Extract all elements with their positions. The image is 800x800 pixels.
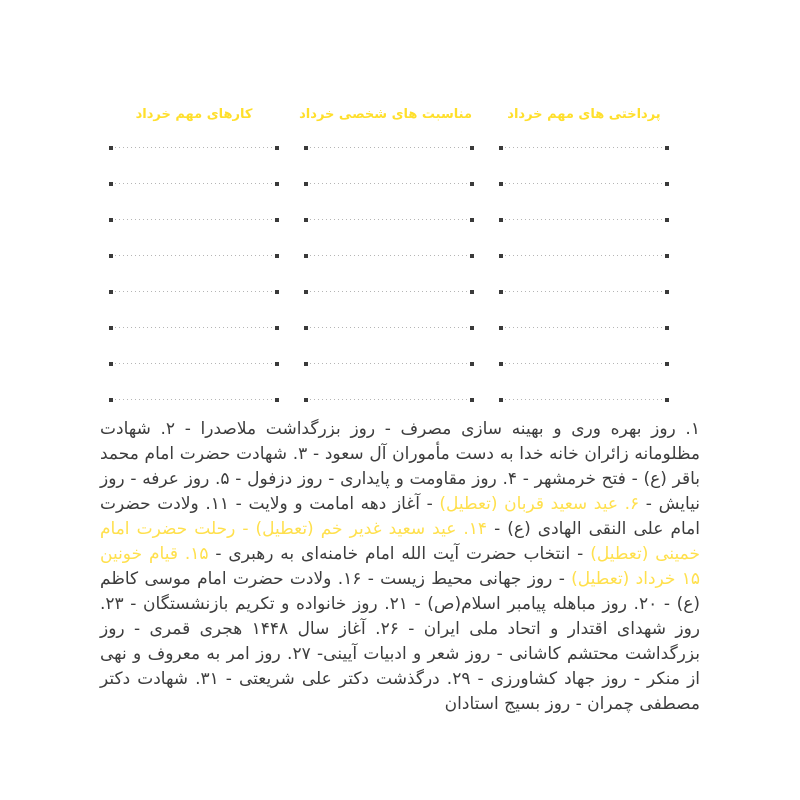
events-text-segment: - انتخاب حضرت آیت الله امام خامنه‌ای به رهبری -	[208, 544, 591, 564]
dotted-writing-line	[306, 363, 472, 364]
column-important-payments	[501, 105, 667, 400]
ruled-lines-important-tasks	[111, 147, 277, 400]
column-header-personal-occasions: مناسبت های شخصی خرداد	[299, 107, 472, 122]
dotted-writing-line	[501, 219, 667, 220]
dotted-writing-line	[501, 255, 667, 256]
dotted-writing-line	[501, 363, 667, 364]
dotted-writing-line	[111, 363, 277, 364]
dotted-writing-line	[501, 291, 667, 292]
ruled-lines-important-payments	[501, 147, 667, 400]
dotted-writing-line	[501, 147, 667, 148]
events-text-segment: - آغاز دهه امامت و ولایت - ۱۱. ولادت حضرت امام علی النقی الهادی (ع) -	[100, 494, 700, 539]
dotted-writing-line	[306, 147, 472, 148]
dotted-writing-line	[111, 219, 277, 220]
dotted-writing-line	[501, 327, 667, 328]
column-header-important-payments: پرداختی های مهم خرداد	[507, 107, 661, 122]
holiday-highlight-segment: ۱۵. قیام خونین ۱۵ خرداد (تعطیل)	[100, 544, 700, 589]
holiday-highlight-segment: ۱۴. عید سعید غدیر خم (تعطیل) - رحلت حضرت امام خمینی (تعطیل)	[100, 519, 700, 564]
dotted-writing-line	[306, 399, 472, 400]
dotted-writing-line	[111, 147, 277, 148]
ruled-lines-personal-occasions	[306, 147, 472, 400]
events-text-segment: ۱. روز بهره وری و بهینه سازی مصرف - روز بزرگداشت ملاصدرا - ۲. شهادت مظلومانه زائران خانه خدا به دست مأموران آل سعود - ۳. شهادت حضرت امام محمد باقر (ع) - فتح خرمشهر - ۴. روز مقاومت و پایداری - روز دزفول - ۵. روز عرفه - روز نیایش -	[100, 419, 701, 514]
ruled-columns-section	[111, 105, 667, 400]
dotted-writing-line	[111, 255, 277, 256]
dotted-writing-line	[306, 255, 472, 256]
dotted-writing-line	[501, 399, 667, 400]
holiday-highlight-segment: ۶. عید سعید قربان (تعطیل)	[439, 494, 640, 514]
khordad-events-paragraph	[100, 417, 700, 717]
dotted-writing-line	[306, 219, 472, 220]
dotted-writing-line	[306, 183, 472, 184]
dotted-writing-line	[306, 291, 472, 292]
dotted-writing-line	[111, 327, 277, 328]
column-important-tasks	[111, 105, 277, 400]
dotted-writing-line	[501, 183, 667, 184]
dotted-writing-line	[111, 183, 277, 184]
column-personal-occasions	[299, 105, 472, 400]
column-header-important-tasks: کارهای مهم خرداد	[135, 107, 253, 122]
dotted-writing-line	[111, 291, 277, 292]
dotted-writing-line	[306, 327, 472, 328]
dotted-writing-line	[111, 399, 277, 400]
events-text-segment: - روز جهانی محیط زیست - ۱۶. ولادت حضرت امام موسی کاظم (ع) - ۲۰. روز مباهله پیامبر اسلام(ص) - ۲۱. روز خانواده و تکریم بازنشستگان - ۲۳. روز شهدای اقتدار و اتحاد ملی ایران - ۲۶. آغاز سال ۱۴۴۸ هجری قمری - روز بزرگداشت محتشم کاشانی - روز شعر و ادبیات آیینی- ۲۷. روز امر به معروف و نهی از منکر - روز جهاد کشاورزی - ۲۹. درگذشت دکتر علی شریعتی - ۳۱. شهادت دکتر مصطفی چمران - روز بسیج استادان	[100, 569, 701, 714]
